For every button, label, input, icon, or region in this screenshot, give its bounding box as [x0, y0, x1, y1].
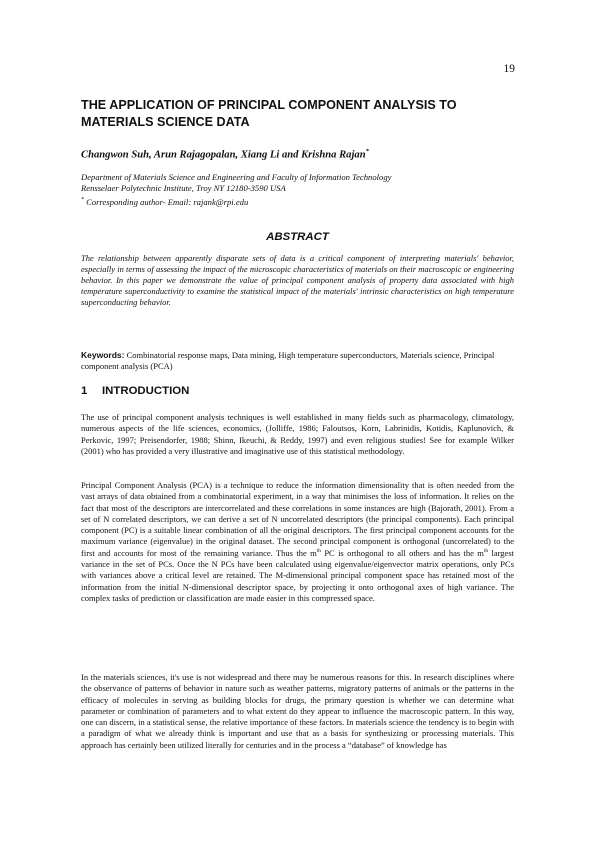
abstract-text: The relationship between apparently disparate sets of data is a critical component of interpreting materials' behavior, especially in terms of assessing the impact of the microscopic characteristics of materials on their macroscopic or engineering behavior. In this paper we demonstrate the value of principal component analysis of property data associated with high temperature superconductivity to examine the statistical impact of the materials' intrinsic characteristics on high temperature superconducting behavior.: [81, 253, 514, 308]
paragraph-2-text-a: Principal Component Analysis (PCA) is a technique to reduce the information dimensionality that is often needed from the vast arrays of data obtained from a combinatorial experiment, in a way that minimises the loss of information. It relies on the fact that most of the descriptors are intercorrelated and these correlations in some instances are high (Bajorath, 2001). From a set of N correlated descriptors, we can derive a set of N uncorrelated descriptors (the principal components). Each principal component (PC) is a suitable linear combination of all the original descriptors. The first principal component accounts for the maximum variance (eigenvalue) in the original dataset. The second principal component is orthogonal (uncorrelated) to the first and accounts for most of the remaining variance. Thus the m: [81, 480, 514, 558]
section-heading-introduction: [81, 385, 189, 397]
keywords-text: Combinatorial response maps, Data mining, High temperature superconductors, Materials science, Principal component analysis (PCA): [81, 350, 495, 372]
corresponding-author-email: Corresponding author- Email: rajank@rpi.edu: [84, 196, 249, 207]
corresponding-note-mark: *: [81, 196, 84, 203]
intro-paragraph-1: The use of principal component analysis techniques is well established in many fields such as pharmacology, climatology, numerous aspects of the life sciences, economics, (Jolliffe, 1986; Faloutsos, Korn, Labrinidis, Kotidis, Kaplunovich, & Perkovic, 1997; Preisendorfer, 1988; Shinn, Ikeuchi, & Reddy, 1997) and even religious studies! See for example Wilker (2001) who has provided a very illustrative and imaginative use of this statistical methodology.: [81, 412, 514, 456]
intro-paragraph-2: [81, 480, 514, 604]
abstract-heading: ABSTRACT: [266, 231, 329, 243]
affiliation-block: [81, 172, 521, 208]
section-number: 1: [81, 385, 88, 397]
affiliation-institute: Rensselaer Polytechnic Institute, Troy NY 12180-3590 USA: [81, 183, 286, 194]
paragraph-2-text-c: largest variance in the set of PCs. Once the N PCs have been calculated using eigenvalue/eigenvector matrix operations, only PCs with variances above a critical level are retained. The M-dimensional principal component space has retained most of the information from the initial N-dimensional descriptor space, by projecting it onto orthogonal axes of high variance. The complex tasks of prediction or classification are made easier in this compressed space.: [81, 547, 514, 603]
superscript-th: th: [483, 547, 489, 554]
superscript-th: th: [316, 547, 321, 554]
page-number: 19: [503, 63, 515, 75]
intro-paragraph-3: In the materials sciences, it's use is not widespread and there may be numerous reasons for this. In research disciplines where the observance of patterns of behavior in nature such as weather patterns, migratory patterns of animals or the patterns in the efficacy of molecules in serving as building blocks for drugs, the primary question is whether we can determine what parameter or combination of parameters and to what extent do they appear to influence the macroscopic pattern. In this way, one can discern, in a statistical sense, the relative importance of these factors. In materials science the tendency is to begin with a paradigm of what we already think is important and use that as a basis for synthesizing or processing materials. This approach has certainly been utilized literally for centuries and in the process a “database” of knowledge has: [81, 672, 514, 750]
affiliation-department: Department of Materials Science and Engineering and Faculty of Information Technology: [81, 172, 392, 182]
section-title: INTRODUCTION: [102, 385, 190, 397]
corresponding-author-mark: *: [365, 148, 369, 155]
corresponding-author-note: [81, 195, 521, 208]
paper-title: THE APPLICATION OF PRINCIPAL COMPONENT ANALYSIS TO MATERIALS SCIENCE DATA: [81, 98, 457, 129]
keywords-label: Keywords:: [81, 350, 125, 360]
author-names: Changwon Suh, Arun Rajagopalan, Xiang Li and Krishna Rajan: [81, 149, 366, 161]
author-list: [81, 148, 521, 161]
paragraph-2-text-b: PC is orthogonal to all others and has the m: [320, 547, 484, 558]
keywords: [81, 350, 514, 373]
